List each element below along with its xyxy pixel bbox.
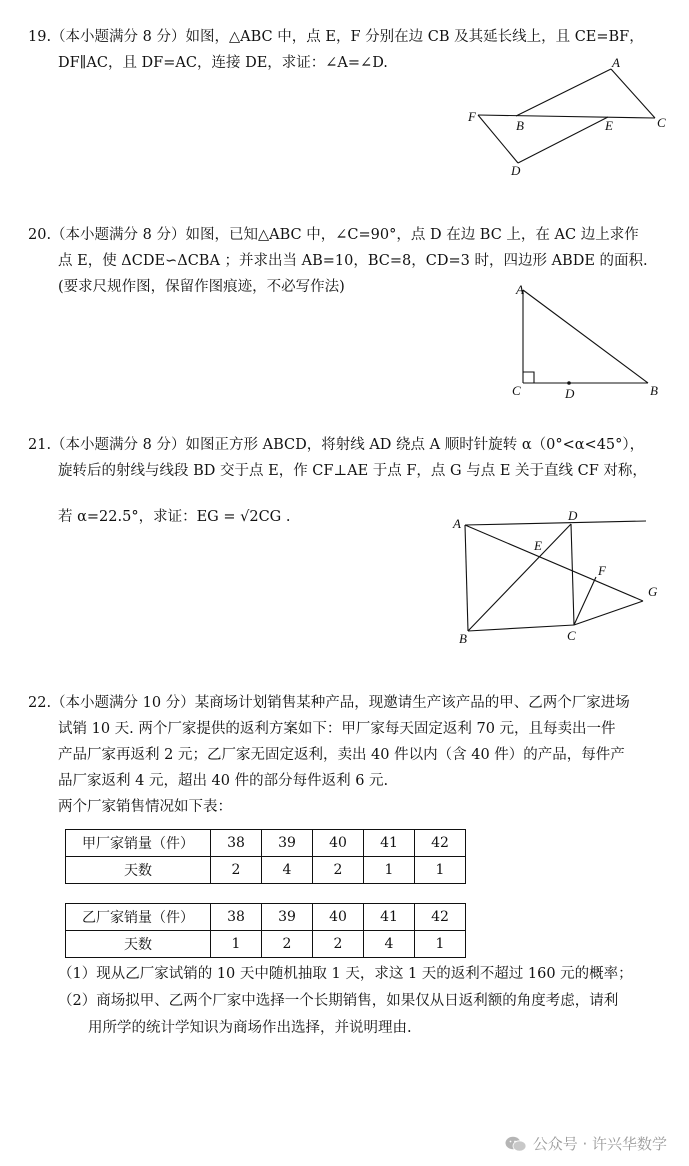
q21-line2: 旋转后的射线与线段 BD 交于点 E，作 CF⊥AE 于点 F，点 G 与点 E 关于直线 CF 对称， — [58, 463, 647, 479]
table-cell: 2 — [313, 931, 364, 958]
table-cell: 40 — [313, 830, 364, 857]
wechat-icon — [505, 1135, 527, 1153]
label-b: B — [650, 383, 658, 398]
line-bd — [468, 524, 571, 631]
table-cell: 2 — [262, 931, 313, 958]
q20-line1: 20.（本小题满分 8 分）如图，已知△ABC 中，∠C=90°，点 D 在边 BC 上，在 AC 边上求作 — [28, 227, 639, 243]
label-d: D — [565, 386, 575, 401]
label-a: A — [453, 516, 461, 531]
line-ab — [523, 290, 648, 383]
label-b: B — [516, 118, 524, 133]
table-jia — [65, 829, 466, 884]
table-cell: 42 — [415, 830, 466, 857]
line-bc — [468, 625, 574, 631]
q22-line4: 品厂家返利 4 元，超出 40 件的部分每件返利 6 元. — [58, 773, 389, 789]
line-ab — [516, 69, 611, 116]
label-g: G — [648, 584, 658, 599]
q19-figure — [462, 55, 672, 180]
table-cell: 40 — [313, 904, 364, 931]
table-header: 乙厂家销量（件） — [66, 904, 211, 931]
q19-line2: DF∥AC，且 DF=AC，连接 DE，求证：∠A=∠D. — [58, 55, 388, 71]
label-c: C — [657, 115, 666, 130]
label-d: D — [511, 163, 521, 178]
table-cell: 41 — [364, 904, 415, 931]
label-d: D — [568, 508, 578, 523]
line-fc — [478, 115, 655, 118]
table-cell: 42 — [415, 904, 466, 931]
q20-figure — [505, 280, 665, 405]
table-cell: 1 — [415, 857, 466, 884]
line-ab — [465, 525, 468, 631]
table-row — [66, 904, 466, 931]
label-f: F — [468, 109, 476, 124]
table-yi — [65, 903, 466, 958]
label-f: F — [598, 563, 606, 578]
label-e: E — [605, 118, 613, 133]
line-cf — [574, 577, 596, 625]
table-header: 天数 — [66, 931, 211, 958]
label-c: C — [512, 383, 521, 398]
watermark — [505, 1133, 667, 1154]
label-a: A — [612, 55, 620, 70]
label-c: C — [567, 628, 576, 643]
table-cell: 1 — [211, 931, 262, 958]
label-a: A — [516, 282, 524, 297]
q22-sub2b: 用所学的统计学知识为商场作出选择，并说明理由. — [88, 1020, 412, 1036]
table-cell: 4 — [262, 857, 313, 884]
question-22 — [28, 690, 668, 820]
q22-line2: 试销 10 天. 两个厂家提供的返利方案如下：甲厂家每天固定返利 70 元，且每卖出一件 — [58, 721, 616, 737]
table-cell: 38 — [211, 830, 262, 857]
table-row — [66, 830, 466, 857]
q22-sub2a: （2）商场拟甲、乙两个厂家中选择一个长期销售，如果仅从日返利额的角度考虑，请利 — [58, 993, 619, 1009]
table-cell: 39 — [262, 830, 313, 857]
q19-line1: 19.（本小题满分 8 分）如图，△ABC 中，点 E，F 分别在边 CB 及其延长线上，且 CE=BF， — [28, 29, 644, 45]
table-cell: 1 — [415, 931, 466, 958]
table-cell: 4 — [364, 931, 415, 958]
table-cell: 1 — [364, 857, 415, 884]
line-ac — [611, 69, 655, 118]
table-cell: 41 — [364, 830, 415, 857]
line-fd — [478, 115, 518, 163]
watermark-text: 公众号 · 许兴华数学 — [532, 1135, 667, 1153]
point-d — [567, 381, 571, 385]
table-cell: 39 — [262, 904, 313, 931]
label-b: B — [459, 631, 467, 646]
q21-figure — [450, 505, 675, 650]
ray-ad — [465, 521, 646, 525]
label-e: E — [534, 538, 542, 553]
line-cd — [571, 524, 574, 625]
table-cell: 2 — [211, 857, 262, 884]
q20-line2: 点 E，使 ΔCDE∽ΔCBA ；并求出当 AB=10，BC=8，CD=3 时，四边形 ABDE 的面积. — [58, 253, 648, 269]
q21-line3: 若 α=22.5°，求证：EG = √2CG . — [58, 509, 291, 525]
q22-line3: 产品厂家再返利 2 元；乙厂家无固定返利，卖出 40 件以内（含 40 件）的产品，每件产 — [58, 747, 625, 763]
table-cell: 38 — [211, 904, 262, 931]
table-row — [66, 931, 466, 958]
ray-ae — [465, 525, 643, 601]
q20-line3: (要求尺规作图，保留作图痕迹，不必写作法) — [58, 279, 345, 295]
line-de — [518, 117, 608, 163]
line-cg — [574, 601, 643, 625]
table-header: 甲厂家销量（件） — [66, 830, 211, 857]
q22-line1: 22.（本小题满分 10 分）某商场计划销售某种产品，现邀请生产该产品的甲、乙两个厂家进场 — [28, 695, 630, 711]
q22-line5: 两个厂家销售情况如下表： — [58, 799, 232, 815]
table-row — [66, 857, 466, 884]
table-header: 天数 — [66, 857, 211, 884]
q21-line1: 21.（本小题满分 8 分）如图正方形 ABCD，将射线 AD 绕点 A 顺时针旋转 α（0°<α<45°）， — [28, 437, 645, 453]
table-cell: 2 — [313, 857, 364, 884]
q22-sub1: （1）现从乙厂家试销的 10 天中随机抽取 1 天，求这 1 天的返利不超过 160 元的概率； — [58, 966, 633, 982]
right-angle-mark — [523, 372, 534, 383]
